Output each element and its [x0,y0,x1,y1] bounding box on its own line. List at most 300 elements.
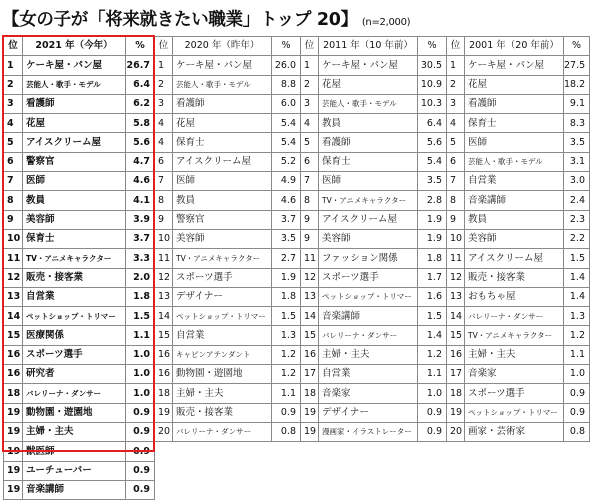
percent-cell: 26.7 [126,56,155,75]
table-row [301,287,447,306]
job-cell: 警察官 [173,210,272,229]
rank-cell: 16 [155,345,173,364]
rank-cell: 7 [447,172,465,191]
table-row [4,152,155,171]
rank-cell: 14 [301,307,319,326]
percent-cell: 5.6 [126,133,155,152]
job-cell: 主婦・主夫 [319,345,418,364]
rank-cell: 3 [301,94,319,113]
rank-cell: 14 [155,307,173,326]
percent-cell: 1.6 [418,287,447,306]
job-cell: アイスクリーム屋 [465,249,564,268]
job-cell: スポーツ選手 [319,268,418,287]
table-row [4,191,155,210]
job-cell: 音楽講師 [465,191,564,210]
rank-cell: 1 [4,56,23,75]
table-row [301,307,447,326]
job-cell: 花屋 [465,75,564,94]
table-row [4,75,155,94]
table-row [4,229,155,248]
ranking-table-2020 [154,36,301,442]
percent-cell: 1.2 [272,345,301,364]
table-row [301,191,447,210]
percent-cell: 1.1 [418,365,447,384]
table-row [155,307,301,326]
rank-cell: 10 [447,229,465,248]
job-cell: 教員 [465,210,564,229]
job-cell: ペットショップ・トリマー [465,403,564,422]
job-column-header: 2020 年（昨年） [173,37,272,56]
rank-cell: 8 [447,191,465,210]
table-row [447,229,590,248]
table-row [447,326,590,345]
table-row [447,384,590,403]
percent-cell: 4.9 [272,172,301,191]
job-cell: 芸能人・歌手・モデル [173,75,272,94]
percent-cell: 18.2 [564,75,590,94]
percent-cell: 1.4 [564,268,590,287]
percent-column-header: % [126,37,155,56]
rank-cell: 14 [447,307,465,326]
table-row [4,56,155,75]
rank-cell: 11 [4,249,23,268]
job-cell: 音楽家 [465,365,564,384]
rank-cell: 18 [447,384,465,403]
percent-cell: 6.4 [126,75,155,94]
job-cell: スポーツ選手 [23,345,126,364]
table-row [155,210,301,229]
table-row [301,210,447,229]
percent-column-header: % [564,37,590,56]
rank-cell: 2 [301,75,319,94]
percent-cell: 3.5 [272,229,301,248]
rank-cell: 10 [4,229,23,248]
table-row [301,345,447,364]
job-cell: 自営業 [319,365,418,384]
job-cell: 自営業 [23,287,126,306]
job-cell: 看護師 [173,94,272,113]
percent-cell: 5.4 [272,133,301,152]
table-row [447,268,590,287]
job-cell: 自営業 [465,172,564,191]
percent-cell: 1.2 [564,326,590,345]
percent-cell: 5.8 [126,114,155,133]
table-row [447,422,590,441]
table-row [155,403,301,422]
table-row [447,403,590,422]
table-row [301,172,447,191]
table-row [447,133,590,152]
percent-cell: 1.9 [418,210,447,229]
percent-column-header: % [418,37,447,56]
job-cell: 販売・接客業 [465,268,564,287]
table-row [4,345,155,364]
rank-cell: 18 [155,384,173,403]
rank-cell: 9 [301,229,319,248]
percent-cell: 0.9 [418,403,447,422]
percent-cell: 1.8 [126,287,155,306]
percent-cell: 0.9 [126,422,155,441]
page-title [2,6,410,32]
job-cell: キャビンアテンダント [173,345,272,364]
percent-cell: 1.5 [418,307,447,326]
percent-cell: 4.1 [126,191,155,210]
table-row [4,422,155,441]
job-cell: 保育士 [465,114,564,133]
rank-cell: 8 [301,191,319,210]
table-row [4,287,155,306]
rank-cell: 9 [155,210,173,229]
table-row [155,249,301,268]
table-row [155,384,301,403]
percent-cell: 3.3 [126,249,155,268]
job-cell: バレリーナ・ダンサー [319,326,418,345]
percent-cell: 30.5 [418,56,447,75]
rank-cell: 11 [447,249,465,268]
job-cell: 主婦・主夫 [173,384,272,403]
table-row [301,326,447,345]
percent-cell: 0.9 [126,480,155,499]
ranking-table-2001 [446,36,590,442]
percent-cell: 0.9 [418,422,447,441]
table-row [4,403,155,422]
rank-cell: 19 [301,422,319,441]
percent-cell: 1.5 [272,307,301,326]
table-row [301,384,447,403]
rank-cell: 13 [447,287,465,306]
rank-cell: 4 [447,114,465,133]
job-cell: 看護師 [319,133,418,152]
table-row [4,326,155,345]
percent-cell: 0.9 [126,461,155,480]
rank-cell: 19 [447,403,465,422]
rank-cell: 17 [301,365,319,384]
percent-cell: 10.9 [418,75,447,94]
rank-cell: 16 [301,345,319,364]
rank-cell: 1 [155,56,173,75]
job-cell: 警察官 [23,152,126,171]
job-cell: アイスクリーム屋 [319,210,418,229]
job-cell: 花屋 [23,114,126,133]
percent-column-header: % [272,37,301,56]
percent-cell: 0.8 [272,422,301,441]
table-row [155,133,301,152]
percent-cell: 1.1 [564,345,590,364]
percent-cell: 3.9 [126,210,155,229]
percent-cell: 1.0 [564,365,590,384]
job-cell: デザイナー [173,287,272,306]
rank-cell: 1 [447,56,465,75]
percent-cell: 0.9 [272,403,301,422]
job-cell: ペットショップ・トリマー [173,307,272,326]
job-column-header: 2011 年（10 年前） [319,37,418,56]
rank-column-header: 位 [155,37,173,56]
table-row [301,268,447,287]
percent-cell: 1.1 [272,384,301,403]
table-row [447,345,590,364]
table-row [301,152,447,171]
rank-column-header: 位 [4,37,23,56]
job-cell: バレリーナ・ダンサー [23,384,126,403]
job-cell: TV・アニメキャラクター [319,191,418,210]
rank-cell: 8 [155,191,173,210]
job-cell: 美容師 [319,229,418,248]
job-cell: 自営業 [173,326,272,345]
percent-cell: 6.4 [418,114,447,133]
job-cell: 医療関係 [23,326,126,345]
job-cell: アイスクリーム屋 [23,133,126,152]
job-cell: 美容師 [173,229,272,248]
job-cell: 動物園・遊園地 [23,403,126,422]
rank-cell: 15 [447,326,465,345]
table-row [301,422,447,441]
percent-cell: 3.1 [564,152,590,171]
table-row [4,133,155,152]
job-cell: 看護師 [465,94,564,113]
table-row [4,172,155,191]
job-cell: 芸能人・歌手・モデル [23,75,126,94]
rank-cell: 14 [4,307,23,326]
rank-cell: 15 [155,326,173,345]
rank-cell: 12 [4,268,23,287]
job-cell: バレリーナ・ダンサー [173,422,272,441]
job-cell: 音楽講師 [319,307,418,326]
job-cell: ケーキ屋・パン屋 [319,56,418,75]
rank-cell: 9 [4,210,23,229]
job-cell: 動物園・遊園地 [173,365,272,384]
percent-cell: 1.0 [126,345,155,364]
rank-cell: 16 [4,365,23,384]
table-row [447,114,590,133]
percent-cell: 0.9 [564,384,590,403]
percent-cell: 9.1 [564,94,590,113]
table-row [4,480,155,499]
percent-cell: 5.2 [272,152,301,171]
percent-cell: 5.4 [272,114,301,133]
table-row [447,172,590,191]
percent-cell: 2.4 [564,191,590,210]
rank-cell: 18 [4,384,23,403]
job-cell: ユーチューバー [23,461,126,480]
job-cell: 医師 [465,133,564,152]
table-row [155,56,301,75]
rank-cell: 7 [4,172,23,191]
job-cell: 芸能人・歌手・モデル [319,94,418,113]
job-cell: 獣医師 [23,442,126,461]
table-row [447,94,590,113]
table-row [155,365,301,384]
rank-cell: 13 [155,287,173,306]
table-row [155,94,301,113]
percent-cell: 2.2 [564,229,590,248]
table-row [4,249,155,268]
rank-cell: 9 [447,210,465,229]
percent-cell: 1.4 [418,326,447,345]
job-cell: TV・アニメキャラクター [465,326,564,345]
table-row [447,249,590,268]
rank-cell: 19 [301,403,319,422]
table-row [301,94,447,113]
table-row [447,56,590,75]
job-cell: アイスクリーム屋 [173,152,272,171]
table-row [301,365,447,384]
percent-cell: 0.9 [126,403,155,422]
rank-column-header: 位 [301,37,319,56]
rank-cell: 19 [4,442,23,461]
rank-cell: 6 [4,152,23,171]
percent-cell: 5.4 [418,152,447,171]
percent-cell: 1.0 [418,384,447,403]
job-cell: TV・アニメキャラクター [173,249,272,268]
table-row [155,268,301,287]
percent-cell: 5.6 [418,133,447,152]
rank-cell: 16 [155,365,173,384]
job-cell: ペットショップ・トリマー [319,287,418,306]
job-cell: 販売・接客業 [23,268,126,287]
rank-cell: 15 [301,326,319,345]
rank-cell: 3 [155,94,173,113]
percent-cell: 3.7 [272,210,301,229]
table-row [155,287,301,306]
table-row [4,384,155,403]
table-row [4,114,155,133]
job-cell: 主婦・主夫 [465,345,564,364]
table-row [447,210,590,229]
percent-cell: 2.8 [418,191,447,210]
rank-cell: 2 [155,75,173,94]
table-row [447,287,590,306]
rank-cell: 12 [155,268,173,287]
table-row [4,307,155,326]
job-cell: 美容師 [23,210,126,229]
table-row [447,75,590,94]
job-cell: 研究者 [23,365,126,384]
rank-cell: 8 [4,191,23,210]
table-header-row [4,37,155,56]
table-row [4,94,155,113]
job-cell: 主婦・主夫 [23,422,126,441]
job-cell: 画家・芸術家 [465,422,564,441]
rank-cell: 19 [155,403,173,422]
rank-cell: 11 [155,249,173,268]
job-cell: 販売・接客業 [173,403,272,422]
job-cell: スポーツ選手 [465,384,564,403]
percent-cell: 3.7 [126,229,155,248]
ranking-table-2021 [3,36,155,500]
rank-cell: 19 [4,480,23,499]
percent-cell: 6.0 [272,94,301,113]
table-row [4,461,155,480]
percent-cell: 1.2 [418,345,447,364]
percent-cell: 1.8 [418,249,447,268]
table-row [301,249,447,268]
job-cell: 保育士 [173,133,272,152]
rank-cell: 11 [301,249,319,268]
rank-cell: 4 [301,114,319,133]
percent-cell: 1.4 [564,287,590,306]
rank-cell: 7 [301,172,319,191]
job-column-header: 2021 年（今年） [23,37,126,56]
percent-cell: 4.7 [126,152,155,171]
rank-cell: 6 [301,152,319,171]
job-cell: スポーツ選手 [173,268,272,287]
table-row [301,114,447,133]
rank-cell: 12 [301,268,319,287]
job-cell: おもちゃ屋 [465,287,564,306]
rank-column-header: 位 [447,37,465,56]
table-row [155,75,301,94]
rank-cell: 13 [301,287,319,306]
percent-cell: 2.3 [564,210,590,229]
percent-cell: 3.5 [418,172,447,191]
rank-cell: 4 [4,114,23,133]
job-cell: デザイナー [319,403,418,422]
percent-cell: 0.9 [564,403,590,422]
table-row [155,345,301,364]
table-row [155,114,301,133]
rank-cell: 5 [4,133,23,152]
percent-cell: 0.9 [126,442,155,461]
job-cell: 教員 [319,114,418,133]
job-cell: 教員 [173,191,272,210]
percent-cell: 1.3 [272,326,301,345]
percent-cell: 3.0 [564,172,590,191]
table-row [447,152,590,171]
percent-cell: 1.5 [126,307,155,326]
table-row [301,403,447,422]
rank-cell: 19 [4,422,23,441]
percent-cell: 26.0 [272,56,301,75]
rank-cell: 9 [301,210,319,229]
table-row [301,133,447,152]
table-row [4,365,155,384]
job-cell: 音楽家 [319,384,418,403]
job-cell: 保育士 [23,229,126,248]
table-row [447,307,590,326]
percent-cell: 4.6 [126,172,155,191]
rank-cell: 4 [155,114,173,133]
percent-cell: 2.7 [272,249,301,268]
rank-cell: 19 [4,403,23,422]
percent-cell: 1.3 [564,307,590,326]
table-row [155,191,301,210]
table-row [447,365,590,384]
rank-cell: 6 [447,152,465,171]
table-header-row [155,37,301,56]
percent-cell: 8.3 [564,114,590,133]
job-cell: 看護師 [23,94,126,113]
percent-cell: 0.8 [564,422,590,441]
percent-cell: 1.7 [418,268,447,287]
table-row [155,172,301,191]
rank-cell: 13 [4,287,23,306]
rank-cell: 4 [155,133,173,152]
table-row [301,56,447,75]
job-cell: 保育士 [319,152,418,171]
job-cell: 教員 [23,191,126,210]
job-cell: 音楽講師 [23,480,126,499]
rank-cell: 20 [155,422,173,441]
percent-cell: 3.5 [564,133,590,152]
table-row [155,422,301,441]
job-cell: ファッション関係 [319,249,418,268]
rank-cell: 3 [4,94,23,113]
table-row [155,152,301,171]
rank-cell: 16 [447,345,465,364]
job-cell: ケーキ屋・パン屋 [173,56,272,75]
rank-cell: 7 [155,172,173,191]
percent-cell: 1.1 [126,326,155,345]
